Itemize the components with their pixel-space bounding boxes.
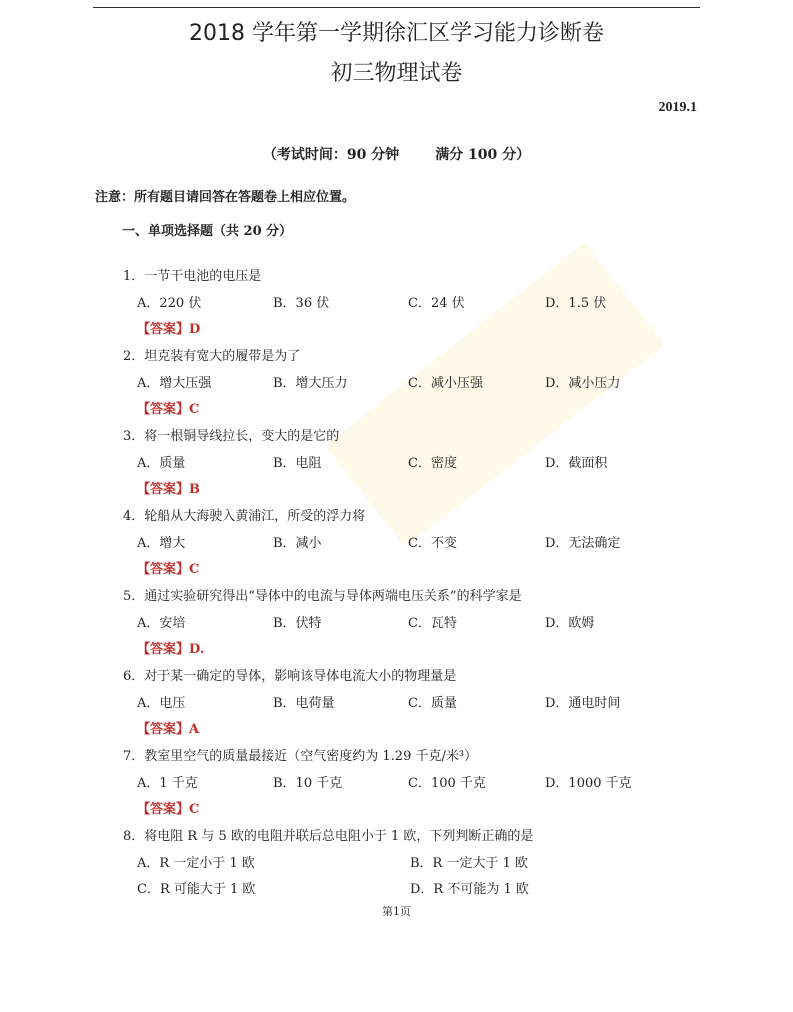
option-b: B．增大压力 xyxy=(273,376,348,391)
option-c: C．24 伏 xyxy=(408,296,465,311)
answer-line xyxy=(137,798,199,817)
option-d: D．截面积 xyxy=(545,456,608,471)
exam-time: （考试时间：90 分钟 xyxy=(262,147,400,163)
option-b: B．电阻 xyxy=(273,456,322,471)
option-b: B．36 伏 xyxy=(273,296,330,311)
question xyxy=(123,505,683,585)
question xyxy=(123,425,683,505)
option-a: A．质量 xyxy=(137,456,186,471)
exam-date: 2019.1 xyxy=(658,100,697,115)
answer-label: 【答案】 xyxy=(137,322,190,337)
question xyxy=(123,585,683,665)
option-c: C．密度 xyxy=(408,456,457,471)
question xyxy=(123,265,683,345)
answer-line xyxy=(137,478,200,497)
option-b: B．10 千克 xyxy=(273,776,343,791)
option-d: D．通电时间 xyxy=(545,696,621,711)
option-d: D．无法确定 xyxy=(545,536,621,551)
question-stem: 4．轮船从大海驶入黄浦江，所受的浮力将 xyxy=(123,509,366,524)
question-stem: 8．将电阻 R 与 5 欧的电阻并联后总电阻小于 1 欧，下列判断正确的是 xyxy=(123,829,534,844)
answer-label: 【答案】 xyxy=(137,802,190,817)
option-a: A．增大 xyxy=(137,536,186,551)
section-heading: 一、单项选择题（共 20 分） xyxy=(122,224,293,239)
answer-line xyxy=(137,638,204,657)
exam-info xyxy=(0,144,793,164)
option-a: A．R 一定小于 1 欧 xyxy=(137,856,255,871)
option-c: C．质量 xyxy=(408,696,457,711)
question-stem: 1．一节干电池的电压是 xyxy=(123,269,262,284)
option-a: A．220 伏 xyxy=(137,296,202,311)
page-number: 第1页 xyxy=(382,905,411,918)
answer-label: 【答案】 xyxy=(137,562,190,577)
option-c: C．R 可能大于 1 欧 xyxy=(137,882,256,897)
question xyxy=(123,745,683,825)
answer-value: C xyxy=(189,402,200,417)
answer-value: C xyxy=(189,802,200,817)
option-b: B．伏特 xyxy=(273,616,322,631)
option-d: D．1.5 伏 xyxy=(545,296,607,311)
question xyxy=(123,825,683,905)
option-a: A．电压 xyxy=(137,696,186,711)
answer-value: B xyxy=(189,482,201,497)
option-a: A．1 千克 xyxy=(137,776,198,791)
option-c: C．不变 xyxy=(408,536,457,551)
question-stem: 3．将一根铜导线拉长，变大的是它的 xyxy=(123,429,340,444)
answer-value: C xyxy=(189,562,200,577)
question-stem: 6．对于某一确定的导体，影响该导体电流大小的物理量是 xyxy=(123,669,457,684)
option-a: A．安培 xyxy=(137,616,186,631)
question-stem: 5．通过实验研究得出“导体中的电流与导体两端电压关系”的科学家是 xyxy=(123,589,522,604)
answer-value: A xyxy=(189,722,200,737)
option-a: A．增大压强 xyxy=(137,376,212,391)
question-stem: 7．教室里空气的质量最接近（空气密度约为 1.29 千克/米³） xyxy=(123,749,478,764)
option-d: D．减小压力 xyxy=(545,376,621,391)
answer-label: 【答案】 xyxy=(137,402,190,417)
option-d: D．R 不可能为 1 欧 xyxy=(410,882,529,897)
exam-subtitle: 初三物理试卷 xyxy=(330,61,463,86)
answer-line xyxy=(137,558,199,577)
answer-line xyxy=(137,398,199,417)
question xyxy=(123,345,683,425)
option-d: D．欧姆 xyxy=(545,616,595,631)
option-c: C．减小压强 xyxy=(408,376,483,391)
option-d: D．1000 千克 xyxy=(545,776,632,791)
option-b: B．电荷量 xyxy=(273,696,335,711)
question-stem: 2．坦克装有宽大的履带是为了 xyxy=(123,349,301,364)
question xyxy=(123,665,683,745)
answer-label: 【答案】 xyxy=(137,642,190,657)
answer-label: 【答案】 xyxy=(137,722,190,737)
answer-value: D xyxy=(189,322,201,337)
option-c: C．瓦特 xyxy=(408,616,457,631)
option-b: B．减小 xyxy=(273,536,322,551)
notice: 注意：所有题目请回答在答题卷上相应位置。 xyxy=(95,190,356,205)
option-c: C．100 千克 xyxy=(408,776,486,791)
exam-title: 2018 学年第一学期徐汇区学习能力诊断卷 xyxy=(189,21,604,46)
header-rule xyxy=(93,7,700,8)
answer-label: 【答案】 xyxy=(137,482,190,497)
answer-line xyxy=(137,718,199,737)
option-b: B．R 一定大于 1 欧 xyxy=(410,856,529,871)
full-score: 满分 100 分） xyxy=(435,147,531,163)
answer-line xyxy=(137,318,200,337)
answer-value: D. xyxy=(189,642,205,657)
